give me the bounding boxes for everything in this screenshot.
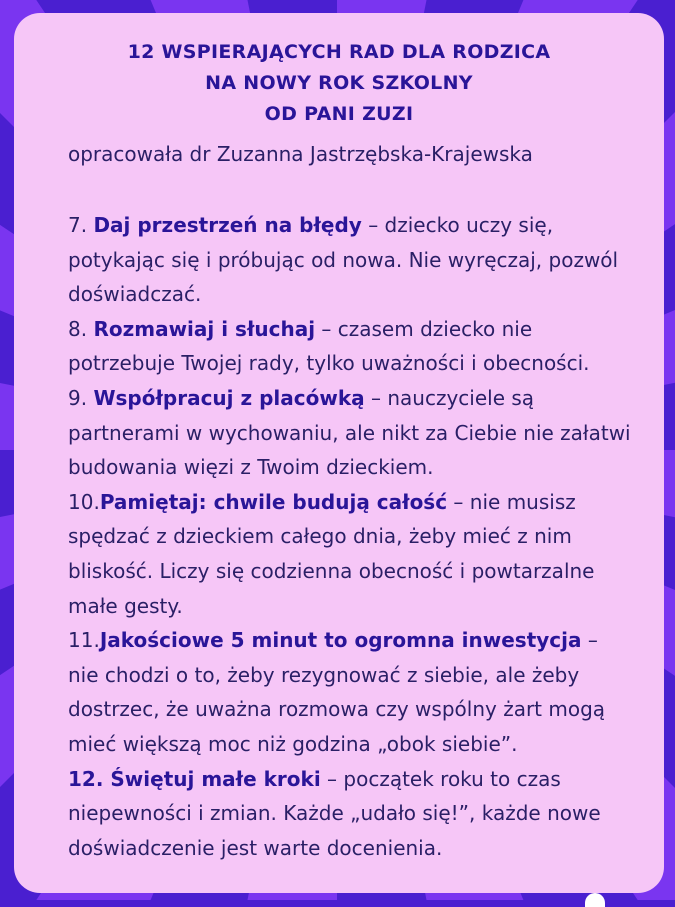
tip-number: 8. [68, 316, 94, 341]
tip-number: 11. [68, 628, 100, 653]
tip-text: – nauczyciele są partnerami w wychowaniu, ale nikt za Ciebie nie załatwi budowania więzi z Twoim dzieckiem. [68, 385, 631, 480]
tip-text: – nie musisz spędzać z dzieckiem całego dnia, żeby mieć z nim bliskość. Liczy się codzienna obecność i powtarzalne małe gesty. [68, 489, 595, 618]
tip-text: – początek roku to czas niepewności i zmian. Każde „udało się!”, każde nowe doświadczenie jest warte docenienia. [68, 766, 601, 860]
title-line-2: NA NOWY ROK SZKOLNY [205, 72, 473, 94]
tip-title: Współpracuj z placówką [93, 385, 365, 410]
tip-text: – nie chodzi o to, żeby rezygnować z siebie, ale żeby dostrzec, że uważna rozmowa czy wspólny żart mogą mieć większą moc niż godzina „obok siebie”. [68, 628, 606, 756]
title-line-3: OD PANI ZUZI [264, 103, 414, 125]
page-title [44, 37, 634, 130]
tip-7 [68, 208, 634, 312]
tip-title: Świętuj małe kroki [110, 766, 321, 791]
tip-title: Rozmawiaj i słuchaj [93, 316, 316, 341]
title-line-1: 12 WSPIERAJĄCYCH RAD DLA RODZICA [127, 41, 551, 63]
author-line: opracowała dr Zuzanna Jastrzębska-Krajewska [68, 142, 533, 166]
tip-title: Pamiętaj: chwile budują całość [99, 489, 448, 514]
tip-text: – dziecko uczy się, potykając się i próbując od nowa. Nie wyręczaj, pozwól doświadczać. [68, 213, 619, 307]
tip-title: Jakościowe 5 minut to ogromna inwestycja [99, 628, 582, 653]
tip-9 [68, 381, 634, 485]
tip-11 [68, 623, 634, 761]
tip-number: 10. [68, 489, 100, 514]
tip-8 [68, 312, 634, 381]
tip-10 [68, 485, 634, 623]
tip-title: Daj przestrzeń na błędy [93, 213, 362, 237]
tip-number: 7. [68, 213, 94, 237]
tip-number: 12. [68, 766, 111, 791]
tip-12 [68, 762, 634, 866]
tip-text: – czasem dziecko nie potrzebuje Twojej rady, tylko uważności i obecności. [68, 316, 590, 376]
tips-card [14, 13, 664, 893]
tip-number: 9. [68, 385, 94, 410]
corner-dot [585, 893, 605, 907]
